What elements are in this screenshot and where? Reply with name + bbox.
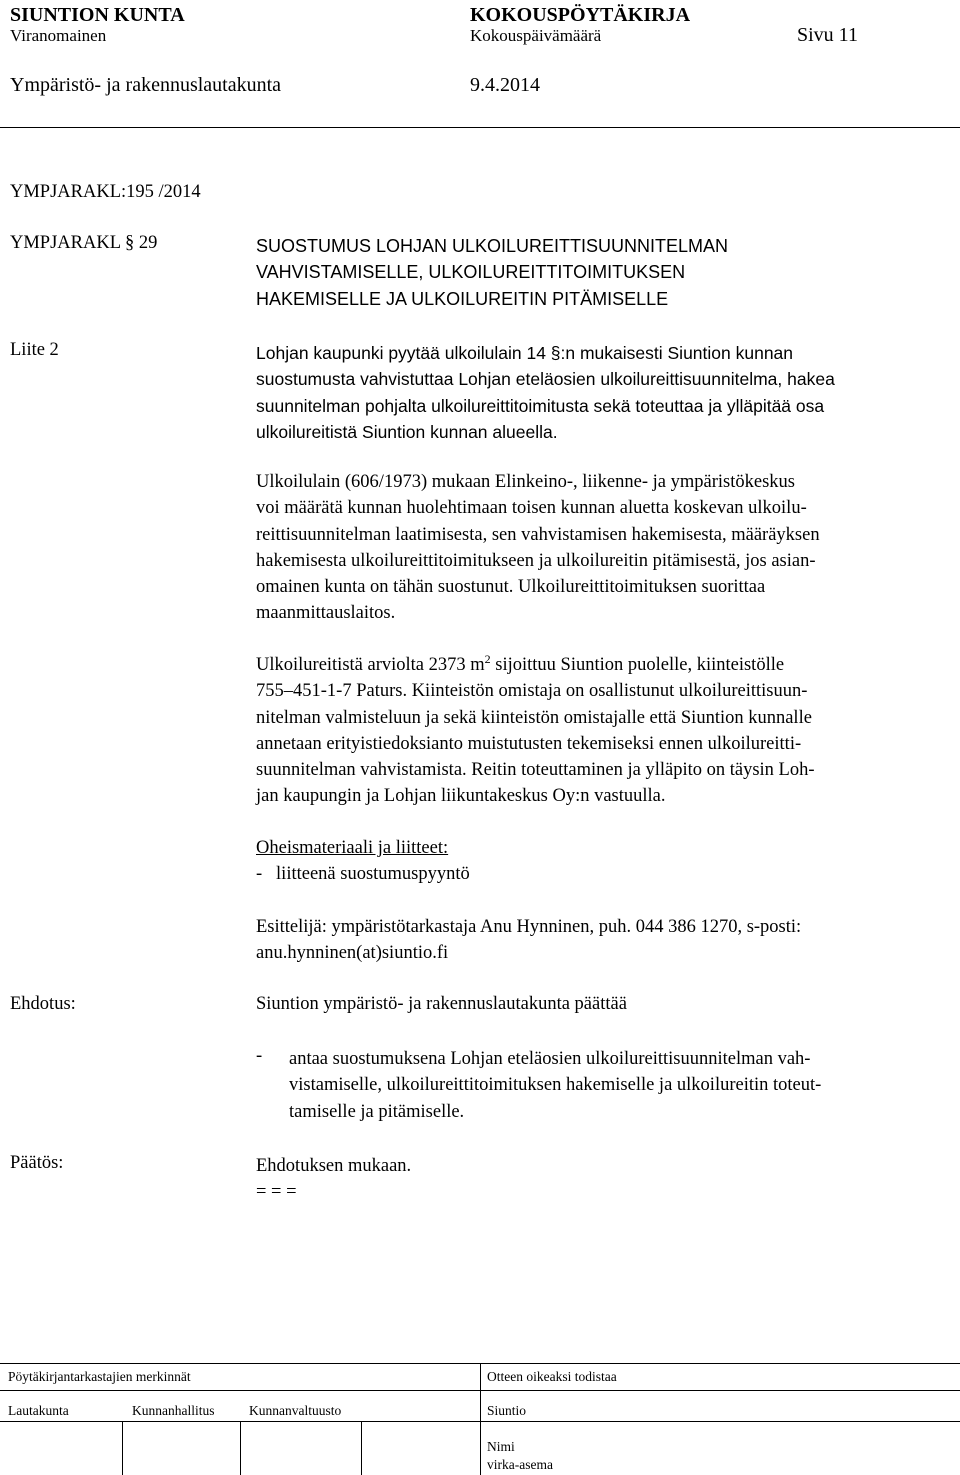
page-number: Sivu 11: [797, 24, 858, 46]
decision-section: [256, 1153, 411, 1206]
title-line: VAHVISTAMISELLE, ULKOILUREITTITOIMITUKSEN: [256, 262, 686, 283]
title-line: SUOSTUMUS LOHJAN ULKOILUREITTISUUNNITELMAN: [256, 236, 729, 256]
para-line: 755–451-1-7 Paturs. Kiinteistön omistaja on osallistunut ulkoilureittisuun-: [256, 681, 808, 702]
para-line: voi määrätä kunnan huolehtimaan toisen kunnan aluetta koskevan ulkoilu-: [256, 498, 807, 519]
authority-name: Ympäristö- ja rakennuslautakunta: [10, 74, 282, 96]
intro-line: ulkoilureitistä Siuntion kunnan alueella.: [256, 421, 558, 442]
bullet-dash: -: [256, 1046, 263, 1066]
section-reference: YMPJARAKL § 29: [10, 233, 158, 253]
document-type: KOKOUSPÖYTÄKIRJA: [470, 4, 691, 26]
authority-label: Viranomainen: [10, 26, 107, 45]
date-label: Kokouspäivämäärä: [470, 26, 602, 45]
meeting-date: 9.4.2014: [470, 74, 540, 96]
para-line: suunnitelman vahvistamista. Reitin toteuttaminen ja ylläpito on täysin Loh-: [256, 760, 815, 781]
municipality-name: SIUNTION KUNTA: [10, 4, 185, 26]
footer-divider: [480, 1363, 481, 1475]
superscript: 2: [484, 651, 491, 666]
attachment-label: Liite 2: [10, 340, 59, 360]
materials-heading: Oheismateriaali ja liitteet:: [256, 838, 449, 858]
intro-line: suunnitelman pohjalta ulkoilureittitoimitusta sekä toteuttaa ja ylläpitää osa: [256, 395, 825, 416]
materials-item: - liitteenä suostumuspyyntö: [256, 864, 470, 885]
bullet-line: tamiselle ja pitämiselle.: [289, 1101, 465, 1122]
agenda-title: [256, 233, 728, 312]
footer-divider: [122, 1421, 123, 1475]
para-line: nitelman valmisteluun ja sekä kiinteistön omistajalle että Siuntion kunnalle: [256, 707, 812, 728]
proposal-label: Ehdotus:: [10, 994, 76, 1014]
para-line: Ulkoilulain (606/1973) mukaan Elinkeino-, liikenne- ja ympäristökeskus: [256, 472, 795, 492]
footer-title-label: virka-asema: [487, 1457, 553, 1472]
footer-name-label: Nimi: [487, 1439, 515, 1454]
para-line: reittisuunnitelman laatimisesta, sen vahvistamisen hakemisesta, määräyksen: [256, 524, 820, 545]
presenter-line: Esittelijä: ympäristötarkastaja Anu Hynninen, puh. 044 386 1270, s-posti:: [256, 917, 802, 937]
para-text: sijoittuu Siuntion puolelle, kiinteistölle: [490, 655, 785, 675]
para-line: jan kaupungin ja Lohjan liikuntakeskus Oy:n vastuulla.: [256, 786, 666, 807]
presenter-line: anu.hynninen(at)siuntio.fi: [256, 943, 449, 964]
bullet-line: antaa suostumuksena Lohjan eteläosien ulkoilureittisuunnitelman vah-: [289, 1049, 811, 1069]
title-line: HAKEMISELLE JA ULKOILUREITIN PITÄMISELLE: [256, 288, 669, 309]
footer-col-council: Kunnanvaltuusto: [249, 1403, 342, 1418]
materials-section: [256, 835, 470, 888]
footer-place: Siuntio: [487, 1403, 527, 1418]
bullet-line: vistamiselle, ulkoilureittitoimituksen hakemiselle ja ulkoilureitin toteut-: [289, 1075, 822, 1096]
para-line: hakemisesta ulkoilureittitoimitukseen ja ulkoilureitin pitämisestä, jos asian-: [256, 550, 816, 571]
decision-text: Ehdotuksen mukaan.: [256, 1156, 412, 1176]
intro-line: suostumusta vahvistuttaa Lohjan eteläosien ulkoilureittisuunnitelma, hakea: [256, 369, 835, 390]
proposal-text: Siuntion ympäristö- ja rakennuslautakunta päättää: [256, 994, 627, 1014]
proposal-bullet: [289, 1046, 821, 1125]
para-line: maanmittauslaitos.: [256, 603, 396, 624]
certified-label: Otteen oikeaksi todistaa: [487, 1369, 617, 1384]
para-line: annetaan erityistiedoksianto muistutusten tekemiseksi ennen ulkoilureitti-: [256, 733, 802, 754]
route-paragraph: [256, 652, 815, 810]
para-line: omainen kunta on tähän suostunut. Ulkoilureittitoimituksen suorittaa: [256, 577, 766, 598]
para-line: [256, 652, 815, 678]
intro-line: Lohjan kaupunki pyytää ulkoilulain 14 §:n mukaisesti Siuntion kunnan: [256, 343, 794, 363]
decision-end-mark: = = =: [256, 1182, 297, 1203]
footer-divider: [361, 1421, 362, 1475]
intro-paragraph: [256, 340, 835, 445]
footer-divider: [240, 1421, 241, 1475]
para-text: Ulkoilureitistä arviolta 2373 m: [256, 655, 485, 675]
header-rule: [0, 127, 960, 128]
decision-label: Päätös:: [10, 1153, 64, 1173]
footer-col-executive: Kunnanhallitus: [132, 1403, 215, 1418]
footer-col-board: Lautakunta: [8, 1403, 69, 1418]
presenter-info: [256, 914, 801, 967]
checkers-label: Pöytäkirjantarkastajien merkinnät: [8, 1369, 191, 1384]
legal-basis-paragraph: [256, 469, 820, 627]
case-reference: YMPJARAKL:195 /2014: [10, 182, 201, 202]
